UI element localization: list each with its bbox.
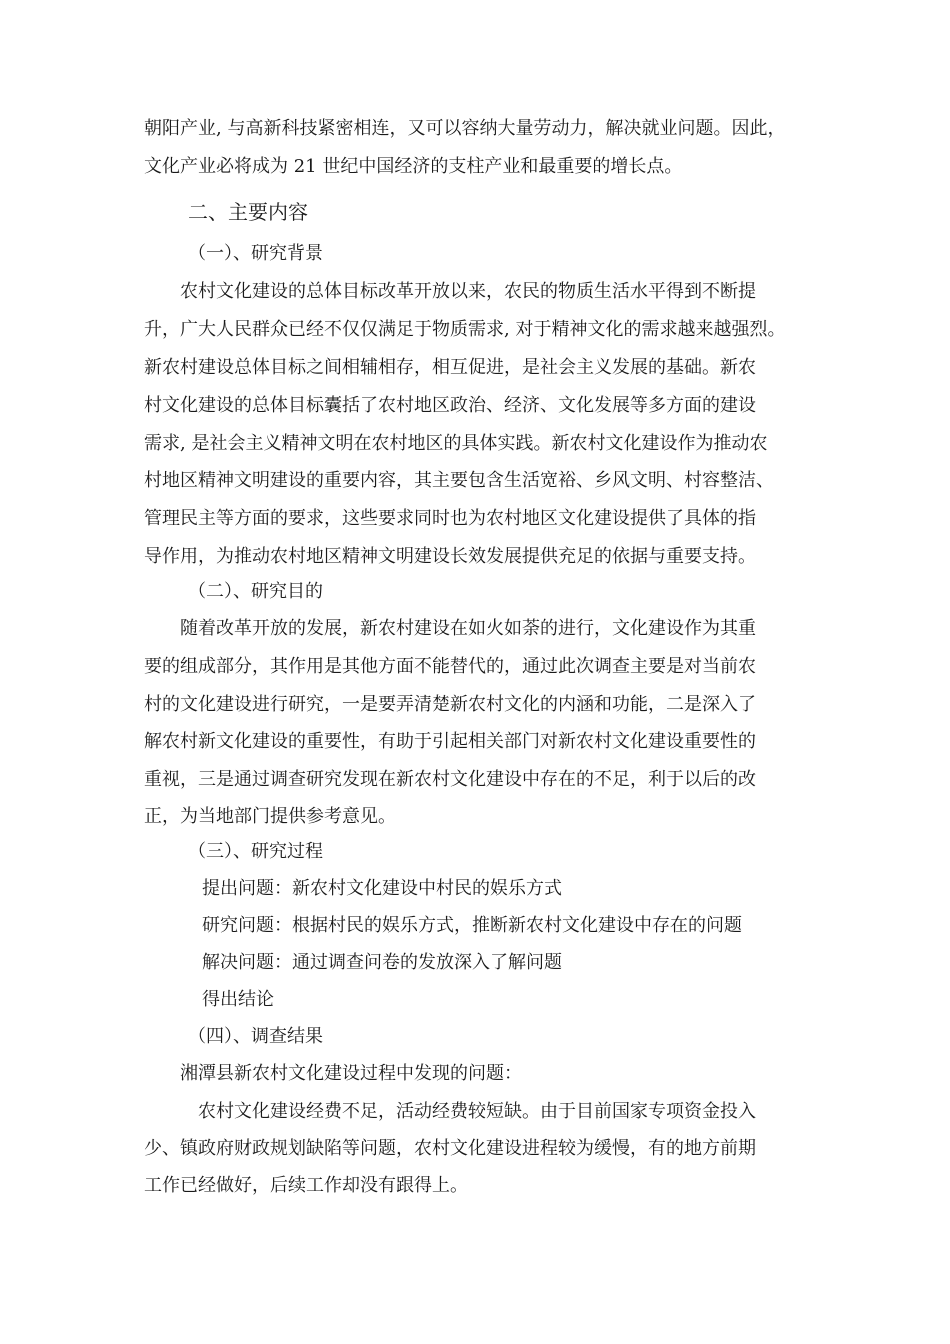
paragraph-line: 解农村新文化建设的重要性，有助于引起相关部门对新农村文化建设重要性的: [144, 731, 756, 752]
subsection-heading: （二）、研究目的: [188, 581, 323, 602]
process-step: 研究问题：根据村民的娱乐方式，推断新农村文化建设中存在的问题: [202, 915, 742, 936]
section-heading: 二、主要内容: [188, 200, 308, 224]
paragraph-line: 文化产业必将成为 21 世纪中国经济的支柱产业和最重要的增长点。: [144, 156, 683, 177]
paragraph-line: 农村文化建设经费不足，活动经费较短缺。由于目前国家专项资金投入: [198, 1101, 756, 1122]
process-step: 得出结论: [202, 989, 274, 1010]
paragraph-line: 重视，三是通过调查研究发现在新农村文化建设中存在的不足，利于以后的改: [144, 769, 756, 790]
paragraph-line: 农村文化建设的总体目标改革开放以来，农民的物质生活水平得到不断提: [180, 281, 756, 302]
paragraph-line: 工作已经做好，后续工作却没有跟得上。: [144, 1175, 468, 1196]
paragraph-line: 村地区精神文明建设的重要内容，其主要包含生活宽裕、乡风文明、村容整洁、: [144, 470, 774, 491]
subsection-heading: （一）、研究背景: [188, 243, 323, 264]
paragraph-line: 导作用，为推动农村地区精神文明建设长效发展提供充足的依据与重要支持。: [144, 546, 756, 567]
process-step: 解决问题：通过调查问卷的发放深入了解问题: [202, 952, 562, 973]
paragraph-line: 湘潭县新农村文化建设过程中发现的问题：: [180, 1063, 522, 1084]
paragraph-line: 村的文化建设进行研究，一是要弄清楚新农村文化的内涵和功能，二是深入了: [144, 694, 756, 715]
paragraph-line: 需求, 是社会主义精神文明在农村地区的具体实践。新农村文化建设作为推动农: [144, 433, 768, 454]
paragraph-line: 要的组成部分，其作用是其他方面不能替代的，通过此次调查主要是对当前农: [144, 656, 756, 677]
paragraph-line: 随着改革开放的发展，新农村建设在如火如荼的进行，文化建设作为其重: [180, 618, 756, 639]
paragraph-line: 村文化建设的总体目标囊括了农村地区政治、经济、文化发展等多方面的建设: [144, 395, 756, 416]
paragraph-line: 少、镇政府财政规划缺陷等问题，农村文化建设进程较为缓慢，有的地方前期: [144, 1138, 756, 1159]
paragraph-line: 升，广大人民群众已经不仅仅满足于物质需求, 对于精神文化的需求越来越强烈。: [144, 319, 786, 340]
paragraph-line: 正，为当地部门提供参考意见。: [144, 806, 396, 827]
process-step: 提出问题：新农村文化建设中村民的娱乐方式: [202, 878, 562, 899]
subsection-heading: （四）、调查结果: [188, 1026, 323, 1047]
paragraph-line: 管理民主等方面的要求，这些要求同时也为农村地区文化建设提供了具体的指: [144, 508, 756, 529]
paragraph-line: 朝阳产业, 与高新科技紧密相连，又可以容纳大量劳动力，解决就业问题。因此，: [144, 118, 786, 139]
subsection-heading: （三）、研究过程: [188, 841, 323, 862]
paragraph-line: 新农村建设总体目标之间相辅相存，相互促进，是社会主义发展的基础。新农: [144, 357, 756, 378]
